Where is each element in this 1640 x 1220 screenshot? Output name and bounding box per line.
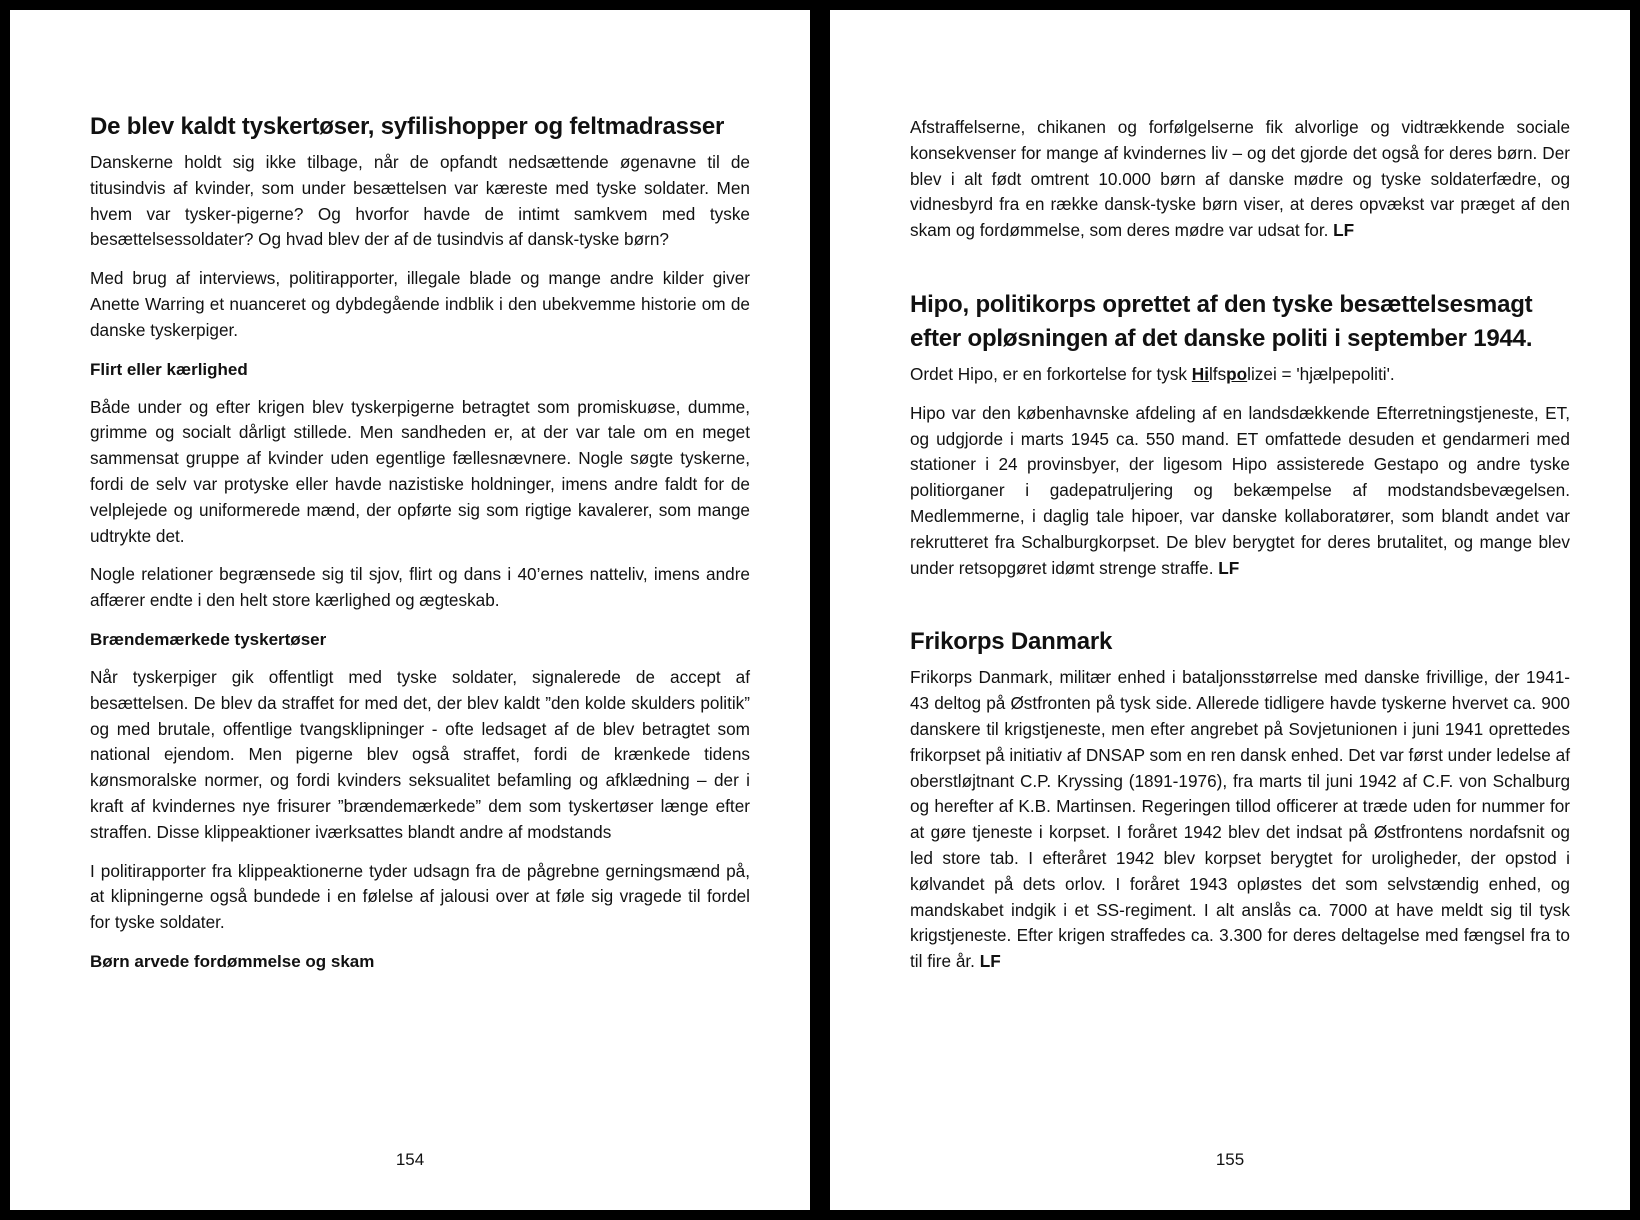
article-title-hipo: Hipo, politikorps oprettet af den tyske besættelsesmagt efter opløsningen af det danske politi i september 1944. xyxy=(910,290,1533,352)
continuation-text: Afstraffelserne, chikanen og forfølgelserne fik alvorlige og vidtrækkende sociale konsekvenser for mange af kvindernes liv – og det gjorde det også for deres børn. Der blev i alt født omtrent 10.000 børn af danske mødre og tyske soldaterfædre, og vidnesbyrd fra en række dansk-tyske børn viser, at deres opvækst var præget af den skam og fordømmelse, som deres mødre var udsat for. xyxy=(910,117,1570,241)
hipo-definition xyxy=(910,362,1570,388)
section-heading-flirt: Flirt eller kærlighed xyxy=(90,359,248,379)
frikorps-paragraph xyxy=(910,665,1570,975)
hipo-definition-suffix: lizei = 'hjælpepoliti'. xyxy=(1247,363,1395,384)
page-number-left: 154 xyxy=(395,1150,425,1169)
right-page-content xyxy=(910,115,1570,988)
intro-paragraph-2: Med brug af interviews, politirapporter, illegale blade og mange andre kilder giver Anette Warring et nuanceret og dybdegående indblik i den ubekvemme historie om de danske tyskerpiger. xyxy=(90,268,750,340)
hipo-abbr-hi: Hi xyxy=(1191,363,1209,384)
intro-paragraph-1: Danskerne holdt sig ikke tilbage, når de opfandt nedsættende øgenavne til de titusindvis af kvinder, som under besættelsen var kæreste med tyske soldater. Men hvem var tysker-pigerne? Og hvorfor havde de intimt samkvem med tyske besættelsessoldater? Og hvad blev der af de tusindvis af dansk-tyske børn? xyxy=(90,152,750,250)
section1-paragraph-2: Nogle relationer begrænsede sig til sjov, flirt og dans i 40’ernes natteliv, imens andre affærer endte i den helt store kærlighed og ægteskab. xyxy=(90,564,750,611)
section2-paragraph-1: Når tyskerpiger gik offentligt med tyske soldater, signalerede de accept af besættelsen. De blev da straffet for med det, der blev kaldt ”den kolde skulders politik” og med brutale, offentlige tvangsklipninger - ofte ledsaget af de blev betragtet som national ejendom. Men pigerne blev også straffet, fordi de krænkede tidens kønsmoralske normer, og fordi kvinders seksualitet befamling og afklædning – der i kraft af kvindernes nye frisurer ”brændemærkede” dem som tyskertøser længe efter straffen. Disse klippeaktioner iværksattes blandt andre af modstands xyxy=(90,666,750,842)
author-signature: LF xyxy=(979,951,1001,972)
article-title-frikorps: Frikorps Danmark xyxy=(910,628,1113,656)
article-title-tyskertoser: De blev kaldt tyskertøser, syfilishopper og feltmadrasser xyxy=(90,113,725,140)
section1-paragraph-1: Både under og efter krigen blev tyskerpigerne betragtet som promiskuøse, dumme, grimme og socialt dårligt stillede. Men sandheden er, at der var tale om en meget sammensat gruppe af kvinder uden egentlige fællesnævnere. Nogle søgte tyskerne, fordi de selv var protyske eller havde nazistiske holdninger, imens andre faldt for de velplejede og uniformerede mænd, der opførte sig som rigtige kavalerer, som mange udtrykte det. xyxy=(90,396,750,546)
right-page xyxy=(830,10,1630,1210)
author-signature: LF xyxy=(1218,557,1240,578)
left-page xyxy=(10,10,810,1210)
page-number-right: 155 xyxy=(1215,1150,1245,1169)
hipo-text: Hipo var den københavnske afdeling af en landsdækkende Efterretningstjeneste, ET, og udgjorde i marts 1945 ca. 550 mand. ET omfattede desuden et gendarmeri med stationer i 24 provinsbyer, der ligesom Hipo assisterede Gestapo og andre tyske politiorganer i gadepatruljering og bekæmpelse af modstandsbevægelsen. Medlemmerne, i daglig tale hipoer, var danske kollaboratører, som blandt andet var rekrutteret fra Schalburgkorpset. De blev berygtet for deres brutalitet, og mange blev under retsopgøret idømt strenge straffe. xyxy=(910,402,1570,578)
author-signature: LF xyxy=(1333,220,1355,241)
hipo-abbr-po: po xyxy=(1226,363,1248,384)
continuation-paragraph xyxy=(910,115,1570,244)
frikorps-text: Frikorps Danmark, militær enhed i bataljonsstørrelse med danske frivillige, der 1941-43 deltog på Østfronten på tysk side. Allerede tidligere havde tyskerne hvervet ca. 900 danskere til krigstjeneste, men efter angrebet på Sovjetunionen i juni 1941 oprettedes frikorpset på initiativ af DNSAP som en ren dansk enhed. Det var først under ledelse af oberstløjtnant C.P. Kryssing (1891-1976), fra marts til juni 1942 af C.F. von Schalburg og herefter af K.B. Martinsen. Regeringen tillod officerer at træde uden for nummer for at gøre tjeneste i korpset. I foråret 1942 blev det indsat på Østfrontens nordafsnit og led store tab. I efteråret 1942 blev korpset berygtet for uroligheder, der opstod i kølvandet på dets orlov. I foråret 1943 opløstes det som selvstændig enhed, og mandskabet indgik i et SS-regiment. I alt anslås ca. 7000 at have meldt sig til tysk krigstjeneste. Efter krigen straffedes ca. 3.300 for deres deltagelse med fængsel fra to til fire år. xyxy=(910,667,1570,972)
left-page-content xyxy=(90,110,750,987)
section-heading-braendemaerkede: Brændemærkede tyskertøser xyxy=(90,629,327,649)
hipo-definition-lfs: lfs xyxy=(1208,363,1227,384)
section2-paragraph-2: I politirapporter fra klippeaktionerne tyder udsagn fra de pågrebne gerningsmænd på, at klipningerne også bundede i en følelse af jalousi over at føle sig vragede til fordel for tyske soldater. xyxy=(90,860,750,933)
hipo-definition-prefix: Ordet Hipo, er en forkortelse for tysk xyxy=(910,363,1192,384)
hipo-paragraph xyxy=(910,401,1570,582)
section-heading-boern: Børn arvede fordømmelse og skam xyxy=(90,951,375,971)
